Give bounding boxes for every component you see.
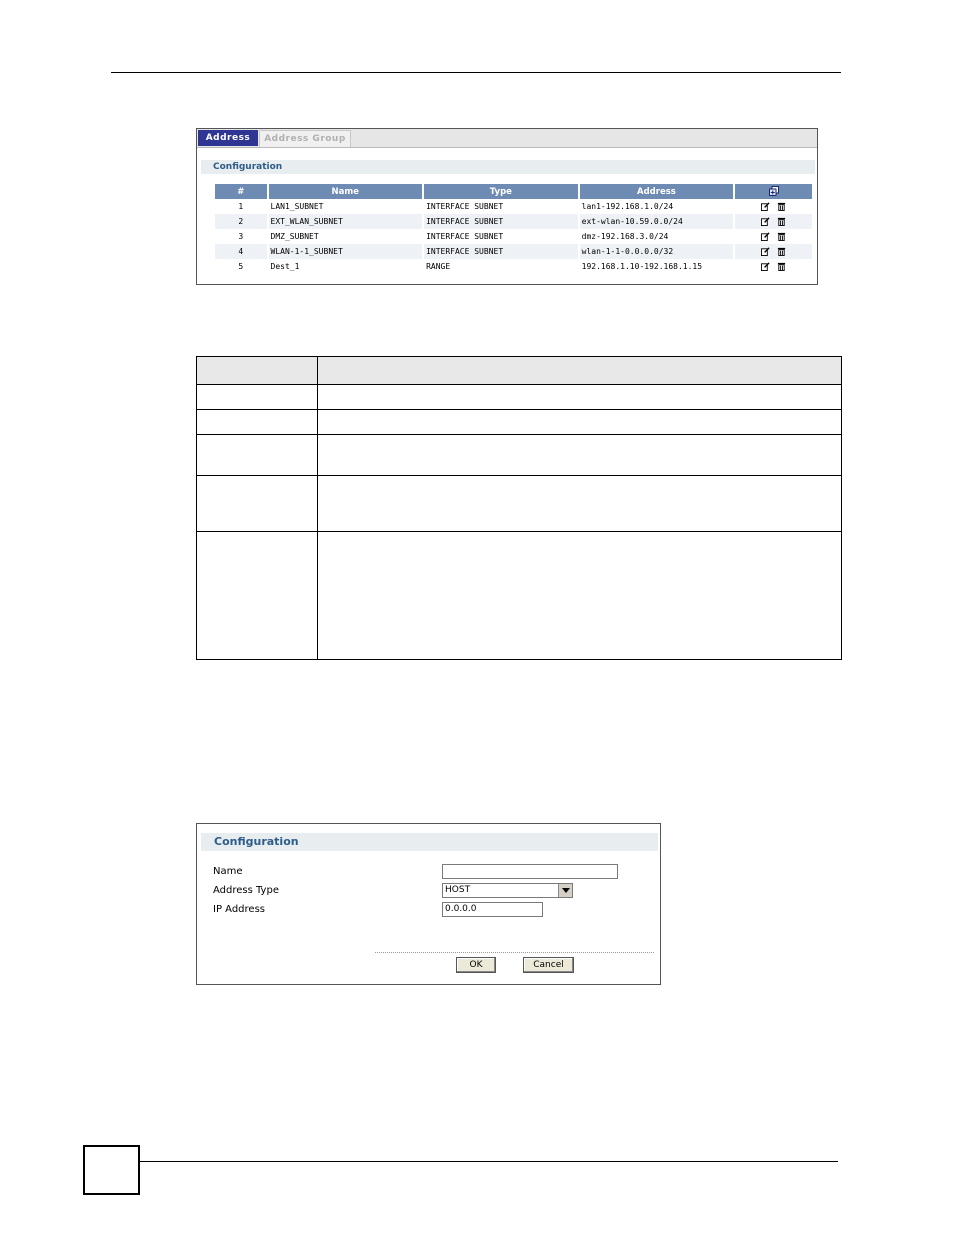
cell-name: Dest_1 <box>269 259 423 274</box>
description-header-label <box>197 357 318 385</box>
address-type-label: Address Type <box>213 885 279 896</box>
delete-icon[interactable] <box>777 247 786 256</box>
cell-name: EXT_WLAN_SUBNET <box>269 214 423 229</box>
description-label <box>197 476 318 532</box>
cell-address: wlan-1-1-0.0.0.0/32 <box>580 244 734 259</box>
cell-type: INTERFACE SUBNET <box>424 199 578 214</box>
description-text <box>318 476 842 532</box>
description-label <box>197 532 318 660</box>
cell-number: 1 <box>215 199 267 214</box>
description-header-text <box>318 357 842 385</box>
cell-address: 192.168.1.10-192.168.1.15 <box>580 259 734 274</box>
header-rule <box>111 72 841 73</box>
col-header-type: Type <box>424 184 578 199</box>
tab-address-group[interactable]: Address Group <box>259 130 351 147</box>
section-title: Configuration <box>201 160 815 174</box>
cell-name: DMZ_SUBNET <box>269 229 423 244</box>
description-row <box>197 385 842 410</box>
description-row <box>197 435 842 476</box>
edit-icon[interactable] <box>761 262 770 271</box>
cell-name: LAN1_SUBNET <box>269 199 423 214</box>
cell-address: dmz-192.168.3.0/24 <box>580 229 734 244</box>
cell-address: lan1-192.168.1.0/24 <box>580 199 734 214</box>
ip-address-input[interactable]: 0.0.0.0 <box>442 902 543 917</box>
address-type-select[interactable] <box>442 883 573 898</box>
col-header-name: Name <box>269 184 423 199</box>
col-header-address: Address <box>580 184 734 199</box>
cell-number: 2 <box>215 214 267 229</box>
page-number-box <box>83 1145 140 1195</box>
cell-type: INTERFACE SUBNET <box>424 244 578 259</box>
description-label <box>197 385 318 410</box>
delete-icon[interactable] <box>777 232 786 241</box>
description-table <box>196 356 842 660</box>
description-text <box>318 435 842 476</box>
configuration-screenshot <box>196 823 661 985</box>
tab-bar <box>197 129 817 148</box>
col-header-number: # <box>215 184 267 199</box>
section-title: Configuration <box>201 833 658 851</box>
description-label <box>197 410 318 435</box>
edit-icon[interactable] <box>761 232 770 241</box>
cancel-button[interactable]: Cancel <box>523 957 574 973</box>
description-text <box>318 385 842 410</box>
cell-actions <box>735 244 812 259</box>
description-row <box>197 532 842 660</box>
footer-rule <box>140 1161 838 1162</box>
tab-address[interactable]: Address <box>198 130 258 146</box>
delete-icon[interactable] <box>777 202 786 211</box>
divider <box>375 952 654 953</box>
ip-address-label: IP Address <box>213 904 265 915</box>
cell-number: 4 <box>215 244 267 259</box>
table-header-row <box>215 184 812 199</box>
cell-actions <box>735 259 812 274</box>
cell-type: INTERFACE SUBNET <box>424 214 578 229</box>
col-header-actions <box>735 184 812 199</box>
table-row[interactable] <box>215 244 812 259</box>
cell-type: RANGE <box>424 259 578 274</box>
add-icon[interactable] <box>769 186 779 196</box>
cell-address: ext-wlan-10.59.0.0/24 <box>580 214 734 229</box>
description-row <box>197 476 842 532</box>
table-row[interactable] <box>215 199 812 214</box>
description-row <box>197 410 842 435</box>
address-table <box>213 184 814 274</box>
name-input[interactable] <box>442 864 618 879</box>
description-text <box>318 532 842 660</box>
cell-type: INTERFACE SUBNET <box>424 229 578 244</box>
edit-icon[interactable] <box>761 202 770 211</box>
ok-button[interactable]: OK <box>456 957 496 973</box>
description-text <box>318 410 842 435</box>
description-header-row <box>197 357 842 385</box>
edit-icon[interactable] <box>761 247 770 256</box>
table-row[interactable] <box>215 214 812 229</box>
description-label <box>197 435 318 476</box>
name-label: Name <box>213 866 243 877</box>
delete-icon[interactable] <box>777 217 786 226</box>
address-type-value: HOST <box>445 885 471 895</box>
cell-actions <box>735 214 812 229</box>
table-row[interactable] <box>215 259 812 274</box>
cell-number: 3 <box>215 229 267 244</box>
address-screenshot <box>196 128 818 285</box>
delete-icon[interactable] <box>777 262 786 271</box>
cell-name: WLAN-1-1_SUBNET <box>269 244 423 259</box>
cell-number: 5 <box>215 259 267 274</box>
chevron-down-icon[interactable] <box>558 884 572 897</box>
cell-actions <box>735 229 812 244</box>
edit-icon[interactable] <box>761 217 770 226</box>
table-row[interactable] <box>215 229 812 244</box>
cell-actions <box>735 199 812 214</box>
